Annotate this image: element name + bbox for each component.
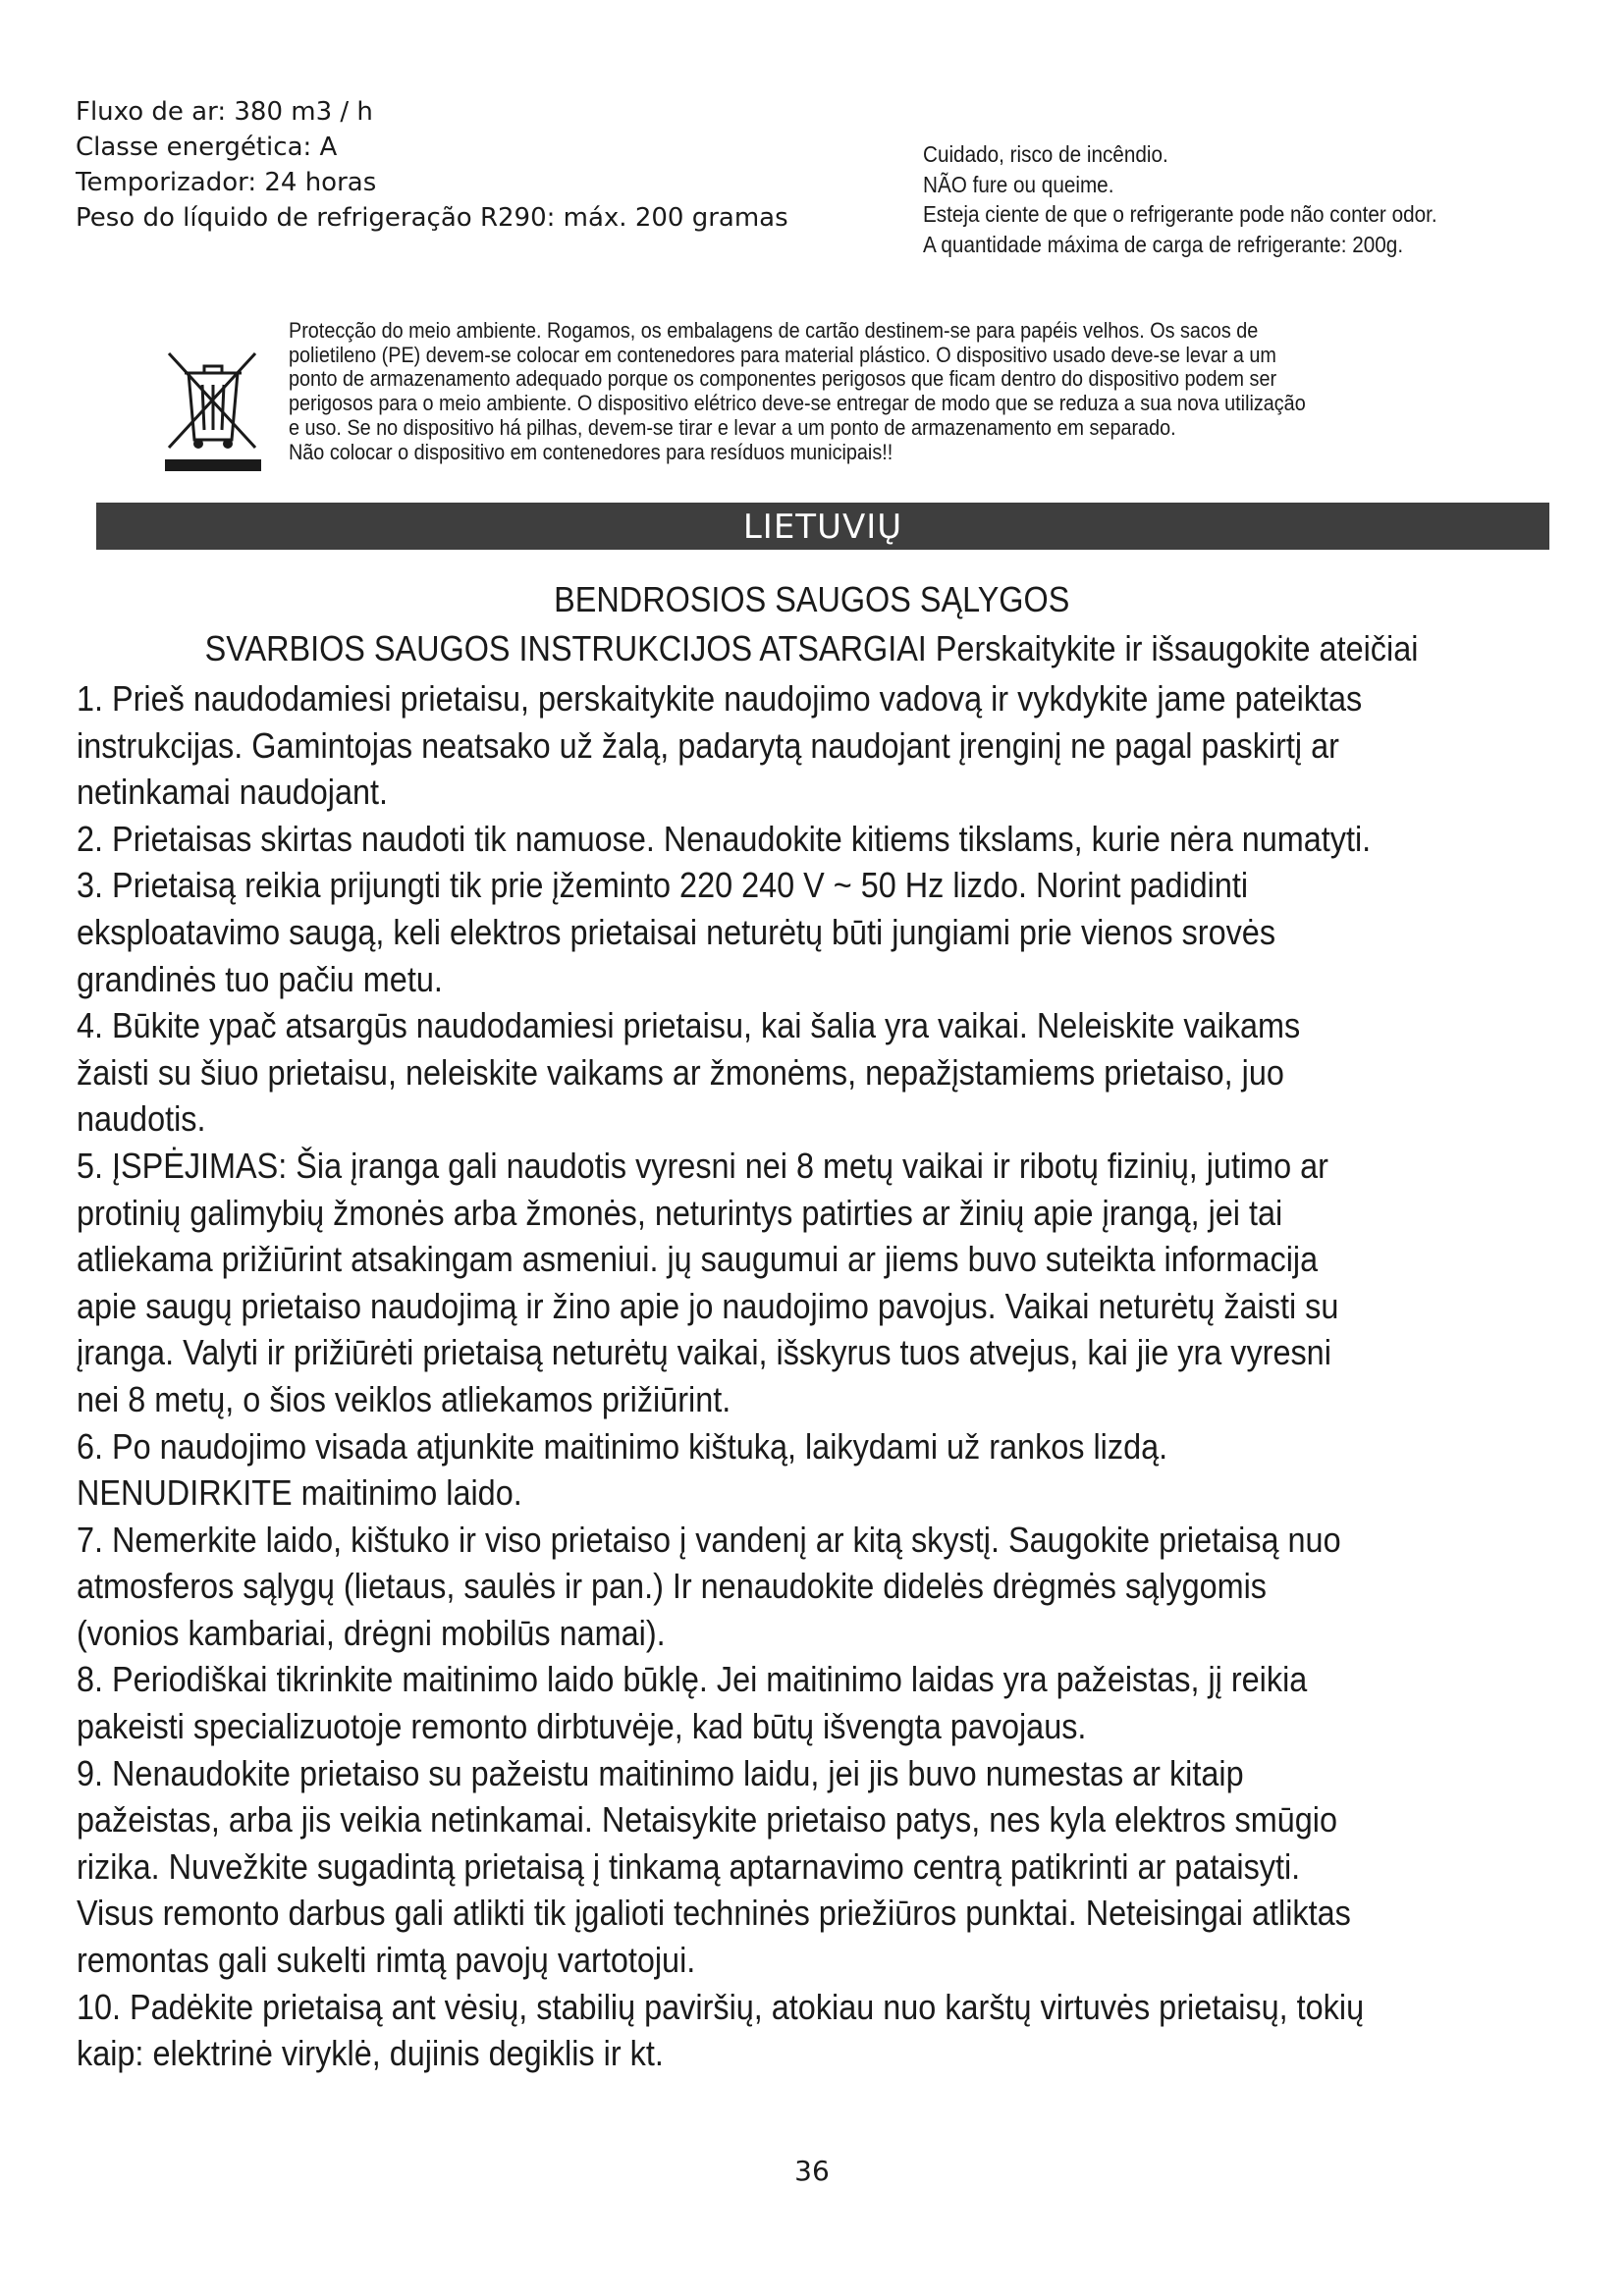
instruction-line: (vonios kambariai, drėgni mobilūs namai). [77, 1612, 666, 1653]
instruction-line: remontas gali sukelti rimtą pavojų vartotojui. [77, 1940, 696, 1981]
section-title-text: BENDROSIOS SAUGOS SĄLYGOS [554, 579, 1070, 619]
instruction-line: naudotis. [77, 1098, 206, 1140]
instruction-line: protinių galimybių žmonės arba žmonės, neturintys patirties ar žinių apie įrangą, jei tai [77, 1192, 1283, 1233]
instruction-line: 5. ĮSPĖJIMAS: Šia įranga gali naudotis vyresni nei 8 metų vaikai ir ribotų fizinių, jutimo ar [77, 1145, 1328, 1186]
spec-line: Temporizador: 24 horas [76, 168, 377, 197]
instruction-line: Visus remonto darbus gali atlikti tik įgalioti techninės priežiūros punktai. Neteisingai atliktas [77, 1893, 1351, 1934]
instruction-line: NENUDIRKITE maitinimo laido. [77, 1472, 522, 1514]
warning-line: Cuidado, risco de incêndio. [923, 141, 1168, 167]
warning-line: NÃO fure ou queime. [923, 171, 1114, 197]
instruction-line: 8. Periodiškai tikrinkite maitinimo laido būklę. Jei maitinimo laidas yra pažeistas, jį reikia [77, 1659, 1308, 1700]
environment-line: perigosos para o meio ambiente. O dispositivo elétrico deve-se entregar de modo que se reduza a sua nova utilização [289, 391, 1306, 416]
instruction-line: 3. Prietaisą reikia prijungti tik prie įžeminto 220 240 V ~ 50 Hz lizdo. Norint padidinti [77, 865, 1249, 906]
instruction-line: 4. Būkite ypač atsargūs naudodamiesi prietaisu, kai šalia yra vaikai. Neleiskite vaikams [77, 1005, 1301, 1046]
instruction-line: instrukcijas. Gamintojas neatsako už žalą, padarytą naudojant įrenginį ne pagal paskirtį ar [77, 724, 1339, 766]
instruction-line: apie saugų prietaiso naudojimą ir žino apie jo naudojimo pavojus. Vaikai neturėtų žaisti su [77, 1285, 1339, 1326]
section-subtitle [0, 628, 1624, 669]
instruction-line: įranga. Valyti ir prižiūrėti prietaisą neturėtų vaikai, išskyrus tuos atvejus, kai jie yra vyresni [77, 1332, 1331, 1373]
section-subtitle-text: SVARBIOS SAUGOS INSTRUKCIJOS ATSARGIAI Perskaitykite ir išsaugokite ateičiai [205, 628, 1419, 668]
instruction-line: 1. Prieš naudodamiesi prietaisu, perskaitykite naudojimo vadovą ir vykdykite jame pateiktas [77, 678, 1363, 719]
instruction-line: pažeistas, arba jis veikia netinkamai. Netaisykite prietaiso patys, nes kyla elektros smūgio [77, 1799, 1337, 1841]
environment-line: polietileno (PE) devem-se colocar em contenedores para material plástico. O dispositivo usado deve-se levar a um [289, 342, 1276, 367]
spec-line: Classe energética: A [76, 133, 338, 162]
instruction-line: rizika. Nuvežkite sugadintą prietaisą į tinkamą aptarnavimo centrą patikrinti ar pataisyti. [77, 1845, 1301, 1887]
instruction-line: 9. Nenaudokite prietaiso su pažeistu maitinimo laidu, jei jis buvo numestas ar kitaip [77, 1752, 1244, 1793]
crossed-out-wheelie-bin-icon [165, 349, 261, 473]
environment-protection-text [289, 319, 1585, 464]
instruction-line: grandinės tuo pačiu metu. [77, 958, 443, 999]
warning-line: A quantidade máxima de carga de refrigerante: 200g. [923, 231, 1404, 257]
instruction-line: nei 8 metų, o šios veiklos atliekamos prižiūrint. [77, 1378, 731, 1419]
environment-line: Protecção do meio ambiente. Rogamos, os embalagens de cartão destinem-se para papéis velhos. Os sacos de [289, 318, 1259, 343]
instruction-line: atmosferos sąlygų (lietaus, saulės ir pan.) Ir nenaudokite didelės drėgmės sąlygomis [77, 1566, 1268, 1607]
language-section-bar: LIETUVIŲ [96, 503, 1549, 550]
page-number: 36 [794, 2155, 830, 2187]
instruction-line: 10. Padėkite prietaisą ant vėsių, stabilių paviršių, atokiau nuo karštų virtuvės prietaisų, tokių [77, 1986, 1365, 2027]
instruction-line: pakeisti specializuotoje remonto dirbtuvėje, kad būtų išvengta pavojaus. [77, 1706, 1087, 1747]
instruction-line: atliekama prižiūrint atsakingam asmeniui. jų saugumui ar jiems buvo suteikta informacija [77, 1239, 1319, 1280]
instruction-line: netinkamai naudojant. [77, 772, 389, 813]
spec-line: Fluxo de ar: 380 m3 / h [76, 97, 373, 127]
fire-warning-block [923, 139, 1571, 259]
instruction-line: 2. Prietaisas skirtas naudoti tik namuose. Nenaudokite kitiems tikslams, kurie nėra numatyti. [77, 818, 1372, 859]
environment-line: ponto de armazenamento adequado porque os componentes perigosos que ficam dentro do dispositivo podem ser [289, 366, 1277, 392]
spec-line: Peso do líquido de refrigeração R290: máx. 200 gramas [76, 203, 788, 233]
specifications-list [76, 94, 861, 236]
warning-line: Esteja ciente de que o refrigerante pode não conter odor. [923, 201, 1437, 227]
instruction-line: eksploatavimo saugą, keli elektros prietaisai neturėtų būti jungiami prie vienos srovės [77, 911, 1276, 952]
safety-instructions-body [77, 675, 1589, 2077]
instruction-line: 7. Nemerkite laido, kištuko ir viso prietaiso į vandenį ar kitą skystį. Saugokite prietaisą nuo [77, 1519, 1341, 1560]
environment-line: Não colocar o dispositivo em contenedores para resíduos municipais!! [289, 439, 893, 464]
instruction-line: žaisti su šiuo prietaisu, neleiskite vaikams ar žmonėms, nepažįstamiems prietaiso, juo [77, 1051, 1284, 1093]
section-title [0, 579, 1624, 620]
environment-line: e uso. Se no dispositivo há pilhas, devem-se tirar e levar a um ponto de armazenamento em separado. [289, 414, 1176, 440]
instruction-line: 6. Po naudojimo visada atjunkite maitinimo kištuką, laikydami už rankos lizdą. [77, 1425, 1168, 1467]
instruction-line: kaip: elektrinė viryklė, dujinis degiklis ir kt. [77, 2033, 664, 2074]
